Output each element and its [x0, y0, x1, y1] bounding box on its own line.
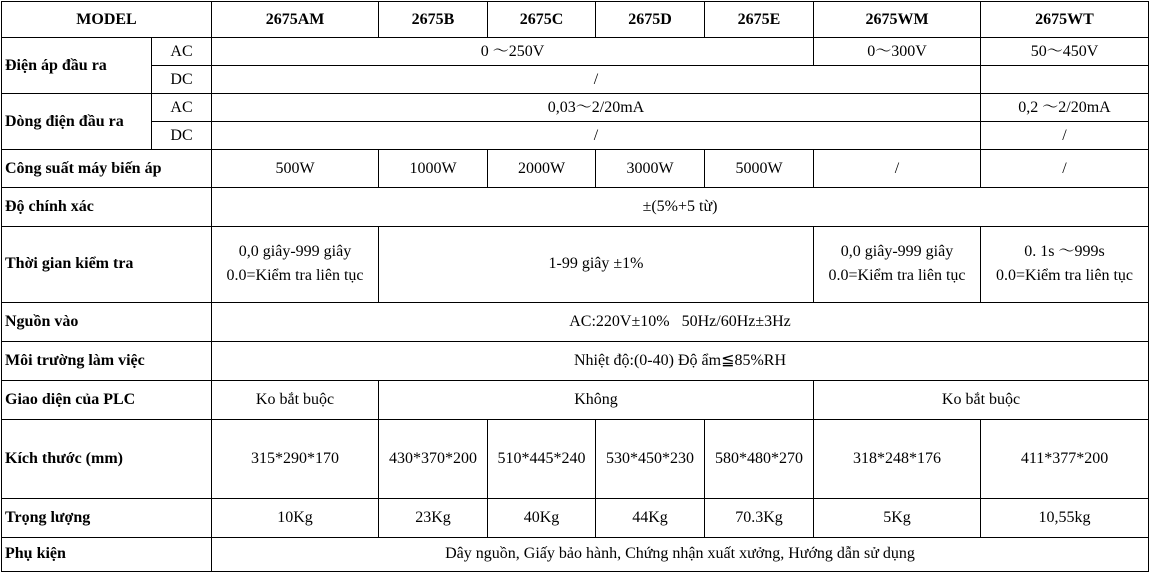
- output-voltage-ac-wt: 50～450V: [981, 38, 1149, 66]
- output-current-dc-label: DC: [152, 122, 212, 150]
- weight-cell: 23Kg: [379, 498, 488, 537]
- weight-row: [2, 498, 1149, 537]
- output-current-dc-wt: /: [981, 122, 1149, 150]
- test-time-am-line1: 0,0 giây-999 giây: [238, 243, 352, 261]
- model-header: MODEL: [2, 2, 212, 38]
- dimensions-cell: 510*445*240: [488, 419, 596, 498]
- test-time-wt-line1: 0. 1s ～999s: [1024, 243, 1105, 261]
- dimensions-cell: 318*248*176: [814, 419, 981, 498]
- dimensions-label: Kích thước (mm): [2, 419, 212, 498]
- test-time-am-line2: 0.0=Kiểm tra liên tục: [226, 267, 364, 285]
- accessories-label: Phụ kiện: [2, 537, 212, 571]
- test-time-row: [2, 227, 1149, 302]
- model-2675e: 2675E: [705, 2, 814, 38]
- accessories-row: [2, 537, 1149, 571]
- weight-cell: 10,55kg: [981, 498, 1149, 537]
- weight-cell: 44Kg: [596, 498, 705, 537]
- transformer-power-cell: 3000W: [596, 150, 705, 188]
- model-2675wt: 2675WT: [981, 2, 1149, 38]
- model-2675am: 2675AM: [212, 2, 379, 38]
- transformer-power-cell: /: [814, 150, 981, 188]
- environment-value: Nhiệt độ:(0-40) Độ ẩm≦85%RH: [212, 341, 1149, 380]
- model-2675c: 2675C: [488, 2, 596, 38]
- transformer-power-cell: 1000W: [379, 150, 488, 188]
- plc-wm-wt: Ko bắt buộc: [814, 380, 1149, 419]
- transformer-power-cell: 2000W: [488, 150, 596, 188]
- output-current-ac-row: [2, 94, 1149, 122]
- output-voltage-label: Điện áp đầu ra: [2, 38, 152, 94]
- weight-cell: 5Kg: [814, 498, 981, 537]
- weight-cell: 10Kg: [212, 498, 379, 537]
- test-time-label: Thời gian kiểm tra: [2, 227, 212, 302]
- dimensions-cell: 580*480*270: [705, 419, 814, 498]
- accuracy-value: ±(5%+5 từ): [212, 188, 1149, 227]
- accuracy-label: Độ chính xác: [2, 188, 212, 227]
- test-time-wm-line1: 0,0 giây-999 giây: [840, 243, 954, 261]
- output-voltage-dc-wt: [981, 66, 1149, 94]
- header-row: [2, 2, 1149, 38]
- output-current-ac-main: 0,03～2/20mA: [212, 94, 981, 122]
- output-voltage-ac-row: [2, 38, 1149, 66]
- environment-label: Môi trường làm việc: [2, 341, 212, 380]
- dimensions-cell: 530*450*230: [596, 419, 705, 498]
- power-input-row: [2, 302, 1149, 341]
- output-voltage-dc-label: DC: [152, 66, 212, 94]
- dimensions-cell: 430*370*200: [379, 419, 488, 498]
- output-voltage-ac-wm: 0～300V: [814, 38, 981, 66]
- output-voltage-ac-label: AC: [152, 38, 212, 66]
- output-current-dc-row: [2, 122, 1149, 150]
- output-voltage-ac-main: 0 ～250V: [212, 38, 814, 66]
- power-input-value: AC:220V±10% 50Hz/60Hz±3Hz: [212, 302, 1149, 341]
- test-time-wt-line2: 0.0=Kiểm tra liên tục: [996, 267, 1133, 285]
- weight-label: Trọng lượng: [2, 498, 212, 537]
- accessories-value: Dây nguồn, Giấy bảo hành, Chứng nhận xuất xưởng, Hướng dẫn sử dụng: [212, 537, 1149, 571]
- output-current-ac-wt: 0,2 ～2/20mA: [981, 94, 1149, 122]
- dimensions-cell: 315*290*170: [212, 419, 379, 498]
- transformer-power-cell: /: [981, 150, 1149, 188]
- plc-mid: Không: [379, 380, 814, 419]
- environment-row: [2, 341, 1149, 380]
- test-time-am: [212, 227, 379, 302]
- spec-table: [1, 1, 1149, 572]
- output-voltage-dc-row: [2, 66, 1149, 94]
- output-current-dc-main: /: [212, 122, 981, 150]
- dimensions-cell: 411*377*200: [981, 419, 1149, 498]
- accuracy-row: [2, 188, 1149, 227]
- power-input-label: Nguồn vào: [2, 302, 212, 341]
- plc-am: Ko bắt buộc: [212, 380, 379, 419]
- model-2675b: 2675B: [379, 2, 488, 38]
- output-current-label: Dòng điện đầu ra: [2, 94, 152, 150]
- transformer-power-row: [2, 150, 1149, 188]
- transformer-power-label: Công suất máy biến áp: [2, 150, 212, 188]
- test-time-wm-line2: 0.0=Kiểm tra liên tục: [828, 267, 966, 285]
- model-2675d: 2675D: [596, 2, 705, 38]
- test-time-wm: [814, 227, 981, 302]
- transformer-power-cell: 500W: [212, 150, 379, 188]
- weight-cell: 70.3Kg: [705, 498, 814, 537]
- output-voltage-dc-main: /: [212, 66, 981, 94]
- weight-cell: 40Kg: [488, 498, 596, 537]
- transformer-power-cell: 5000W: [705, 150, 814, 188]
- test-time-wt: [981, 227, 1149, 302]
- plc-label: Giao diện của PLC: [2, 380, 212, 419]
- test-time-mid: 1-99 giây ±1%: [379, 227, 814, 302]
- dimensions-row: [2, 419, 1149, 498]
- plc-row: [2, 380, 1149, 419]
- output-current-ac-label: AC: [152, 94, 212, 122]
- model-2675wm: 2675WM: [814, 2, 981, 38]
